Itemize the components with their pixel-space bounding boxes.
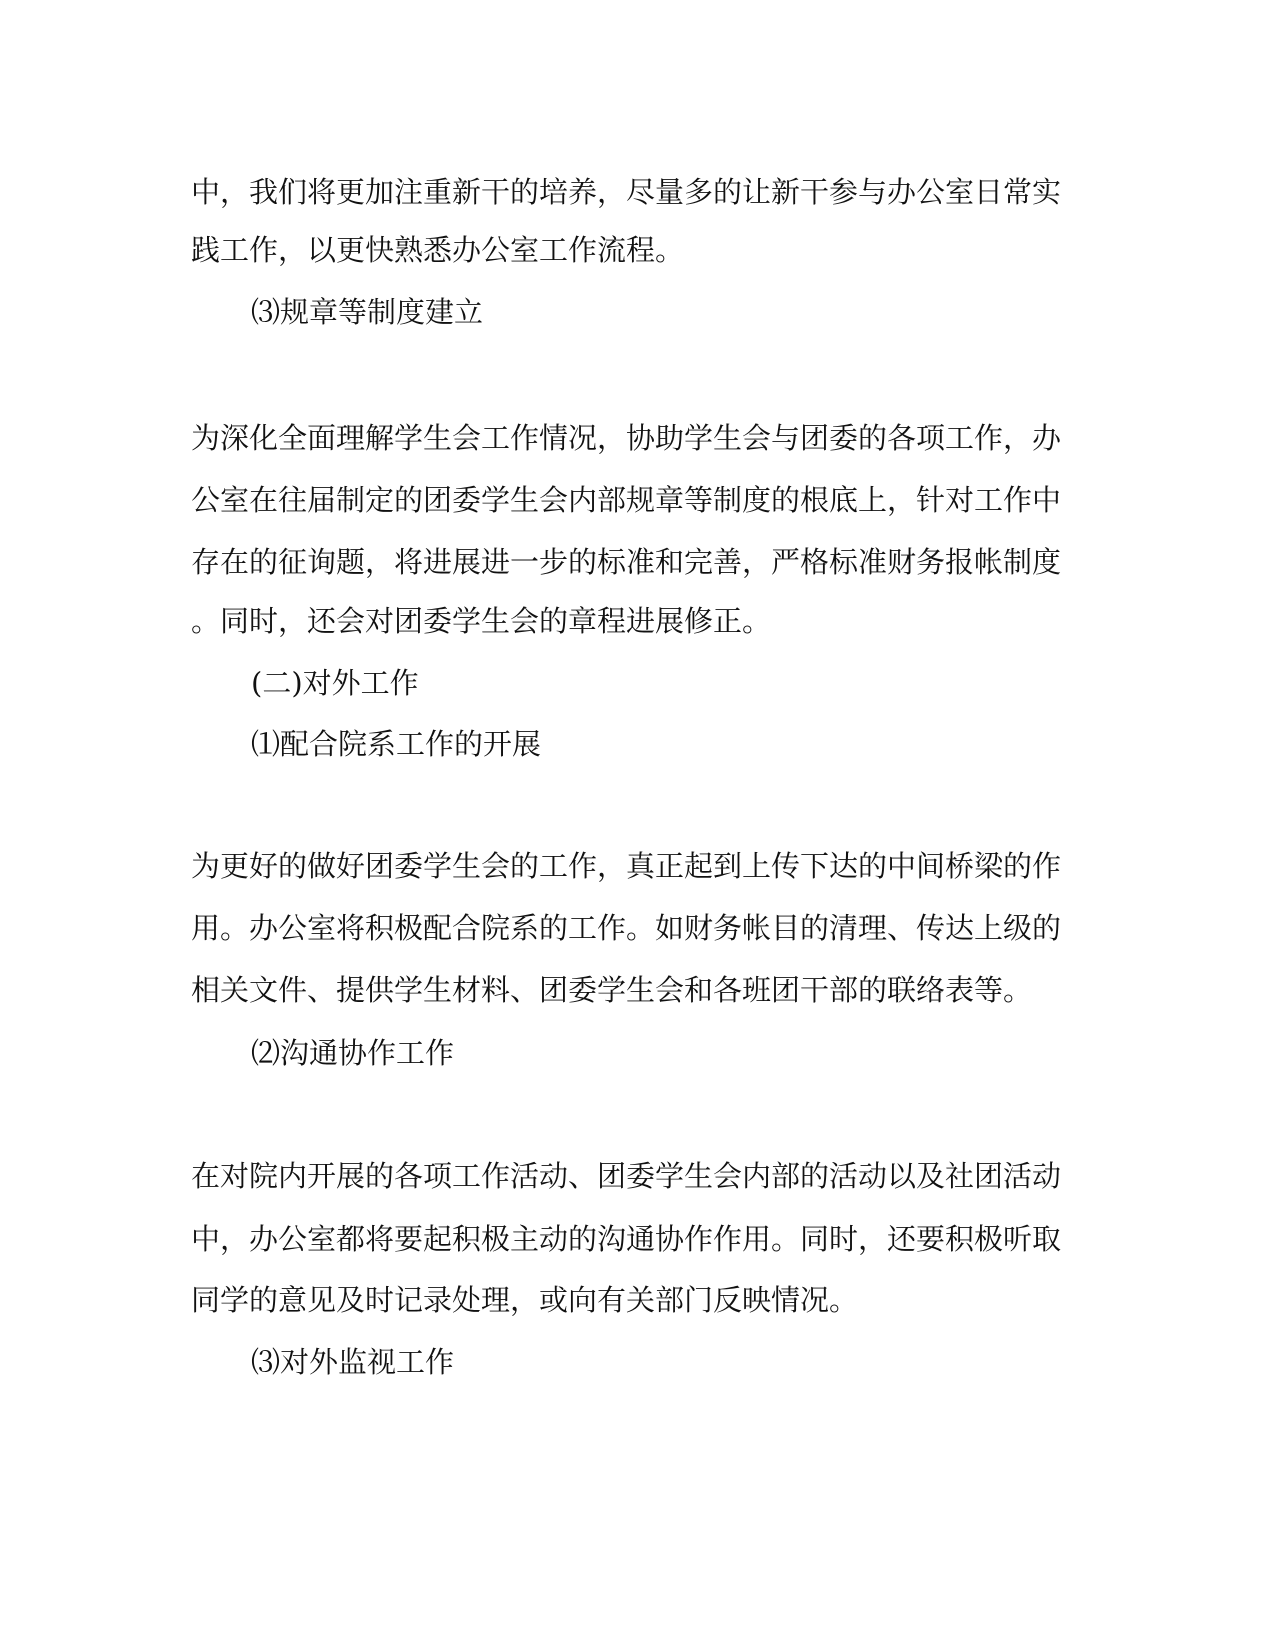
body-text-line: 中，办公室都将要起积极主动的沟通协作作用。同时，还要积极听取 [191,1222,1062,1256]
body-text-line: 践工作，以更快熟悉办公室工作流程。 [191,233,685,267]
section-heading: (二)对外工作 [251,666,419,700]
section-heading: ⑵沟通协作工作 [251,1036,455,1070]
body-text-line: 为更好的做好团委学生会的工作，真正起到上传下达的中间桥梁的作 [191,849,1062,883]
section-heading: ⑴配合院系工作的开展 [251,727,542,761]
body-text-line: 公室在往届制定的团委学生会内部规章等制度的根底上，针对工作中 [191,483,1062,517]
body-text-line: 用。办公室将积极配合院系的工作。如财务帐目的清理、传达上级的 [191,911,1062,945]
section-heading: ⑶规章等制度建立 [251,295,484,329]
body-text-line: 为深化全面理解学生会工作情况，协助学生会与团委的各项工作，办 [191,421,1062,455]
body-text-line: 相关文件、提供学生材料、团委学生会和各班团干部的联络表等。 [191,973,1033,1007]
body-text-line: 存在的征询题，将进展进一步的标准和完善，严格标准财务报帐制度 [191,545,1062,579]
body-text-line: 在对院内开展的各项工作活动、团委学生会内部的活动以及社团活动 [191,1159,1062,1193]
body-text-line: 同学的意见及时记录处理，或向有关部门反映情况。 [191,1283,859,1317]
section-heading: ⑶对外监视工作 [251,1345,455,1379]
body-text-line: 。同时，还会对团委学生会的章程进展修正。 [191,604,772,638]
body-text-line: 中，我们将更加注重新干的培养，尽量多的让新干参与办公室日常实 [191,175,1062,209]
